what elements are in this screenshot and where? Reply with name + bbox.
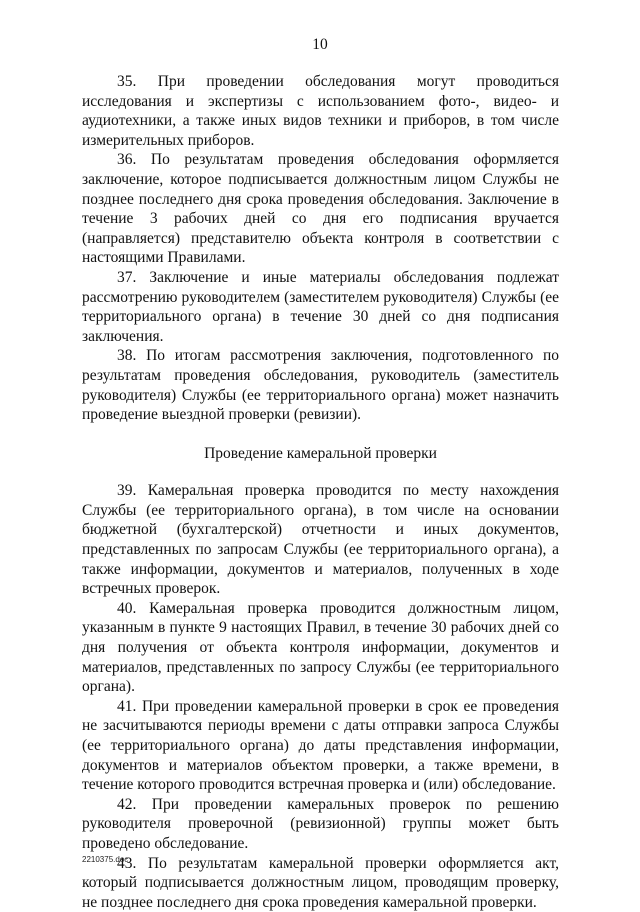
page-number: 10: [312, 36, 328, 53]
paragraph-41: 41. При проведении камеральной проверки в срок ее проведения не засчитываются периоды времени с даты отправки запроса Службы (ее территориального органа) до даты представления информации, документов и материалов объектом проверки, а также времени, в течение которого проводится встречная проверка и (или) обследование.: [82, 697, 559, 794]
paragraph-40: 40. Камеральная проверка проводится должностным лицом, указанным в пункте 9 настоящих Правил, в течение 30 рабочих дней со дня получения от объекта контроля информации, документов и материалов, представленных по запросу Службы (ее территориального органа).: [82, 599, 559, 696]
section-heading: Проведение камеральной проверки: [204, 444, 437, 462]
paragraph-39: 39. Камеральная проверка проводится по месту нахождения Службы (ее территориального органа), в том числе на основании бюджетной (бухгалтерской) отчетности и иных документов, представленных по запросам Службы (ее территориального органа), а также информации, документов и материалов, полученных в ходе встречных проверок.: [82, 482, 559, 598]
paragraph-38: 38. По итогам рассмотрения заключения, подготовленного по результатам проведения обследования, руководитель (заместитель руководителя) Службы (ее территориального органа) может назначить проведение выездной проверки (ревизии).: [82, 347, 559, 424]
paragraph-42: 42. При проведении камеральных проверок по решению руководителя проверочной (ревизионной) группы может быть проведено обследование.: [82, 795, 559, 852]
paragraph-43: 43. По результатам камеральной проверки оформляется акт, который подписывается должностным лицом, проводящим проверку, не позднее последнего дня срока проведения камеральной проверки.: [82, 854, 559, 911]
paragraph-37: 37. Заключение и иные материалы обследования подлежат рассмотрению руководителем (заместителем руководителя) Службы (ее территориального органа) в течение 30 дней со дня подписания заключения.: [82, 268, 559, 345]
document-body: [82, 72, 559, 912]
paragraph-35: 35. При проведении обследования могут проводиться исследования и экспертизы с использованием фото-, видео- и аудиотехники, а также иных видов техники и приборов, в том числе измерительных приборов.: [82, 73, 559, 149]
footer-filename: 2210375.doc: [82, 855, 129, 864]
paragraph-36: 36. По результатам проведения обследования оформляется заключение, которое подписывается должностным лицом Службы не позднее последнего дня срока проведения обследования. Заключение в течение 3 рабочих дней со дня его подписания вручается (направляется) представителю объекта контроля в соответствии с настоящими Правилами.: [82, 151, 559, 267]
